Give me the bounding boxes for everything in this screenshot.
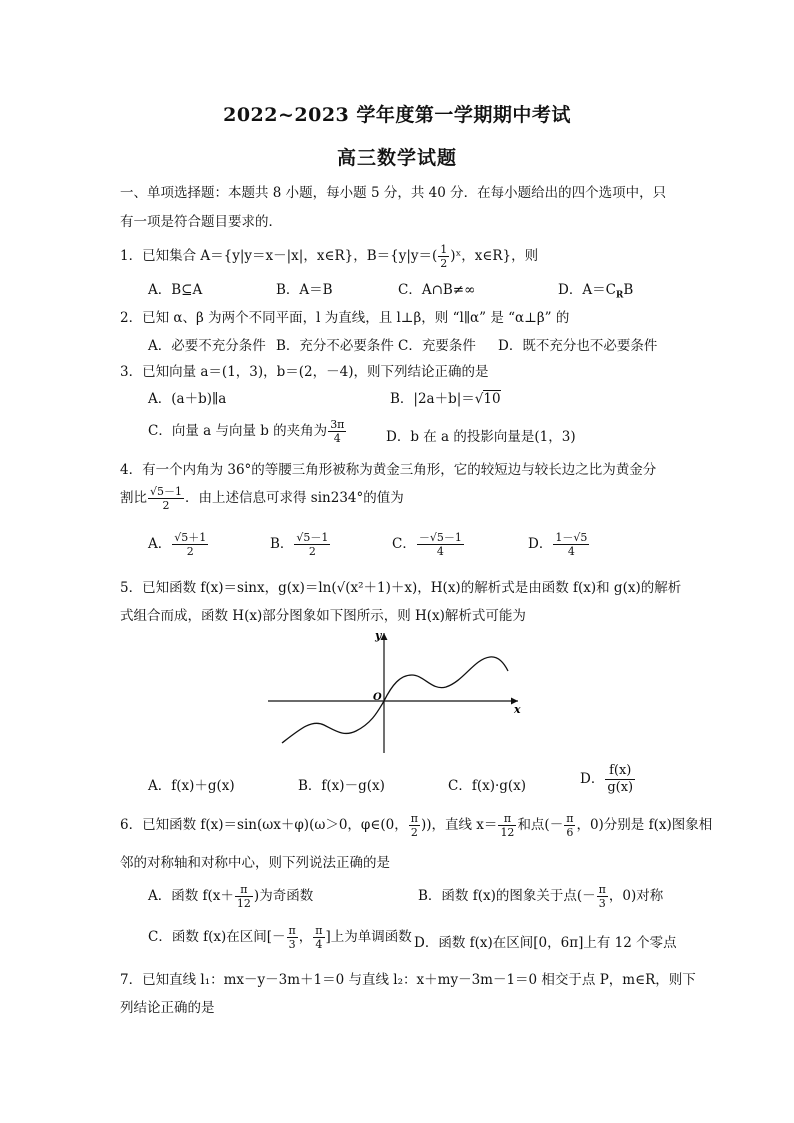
q3-option-c: C．向量 a 与向量 b 的夹角为 $\frac{3\pi}{4}$ xyxy=(148,418,345,445)
q2-stem: 2．已知 α、β 为两个不同平面，l 为直线，且 l⊥β，则 “l∥α” 是 “α⊥β” 的 xyxy=(120,310,570,326)
q6-line2: 邻的对称轴和对称中心，则下列说法正确的是 xyxy=(120,855,390,871)
q5-option-b: B．f(x)－g(x) xyxy=(298,778,385,794)
q1-option-c: C．A∩B≠∞ xyxy=(398,282,476,298)
function-curve xyxy=(282,657,508,743)
section-header-line1: 一、单项选择题：本题共 8 小题，每小题 5 分，共 40 分．在每小题给出的四个选项中，只 xyxy=(120,185,667,201)
exam-title: 2022~2023 学年度第一学期期中考试 xyxy=(223,104,571,126)
q1-option-d: D．$A=C_RB$ xyxy=(558,282,634,301)
q4-option-d: D． $\frac{1-√5}{4}$ xyxy=(528,531,588,558)
x-axis-label: x xyxy=(514,703,521,716)
q3-option-b: B．|2a＋b|＝√10 xyxy=(390,391,501,407)
section-header-line2: 有一项是符合题目要求的． xyxy=(120,214,282,230)
q5-option-d: D． $\frac{f(x)}{g(x)}$ xyxy=(580,763,634,795)
y-axis-label: y xyxy=(375,629,382,642)
q5-option-c: C．f(x)·g(x) xyxy=(448,778,527,794)
q2-option-a: A．必要不充分条件 xyxy=(148,338,266,354)
q6-option-c: C．函数 f(x)在区间[－ $\frac{\pi}{3}$ ， $\frac{\pi}{4}$ ]上为单调函数 xyxy=(148,924,412,951)
q1-option-b: B．A＝B xyxy=(276,282,333,298)
q4-line2: 割比 $\frac{√5-1}{2}$ ．由上述信息可求得 sin234°的值为 xyxy=(120,485,404,512)
q3-stem: 3．已知向量 a＝(1，3)，b＝(2，－4)，则下列结论正确的是 xyxy=(120,364,489,380)
origin-label: O xyxy=(373,692,382,703)
exam-subtitle: 高三数学试题 xyxy=(336,147,457,169)
q5-line2: 式组合而成，函数 H(x)部分图象如下图所示，则 H(x)解析式可能为 xyxy=(120,608,526,624)
q5-function-graph xyxy=(260,625,530,760)
q3-option-a: A．(a＋b)∥a xyxy=(148,391,227,407)
q1-option-a: A．B⊆A xyxy=(148,282,203,298)
q2-option-c: C．充要条件 xyxy=(398,338,476,354)
q4-option-b: B． $\frac{√5-1}{2}$ xyxy=(270,531,329,558)
q5-line1: 5．已知函数 f(x)＝sinx，g(x)＝ln(√(x²＋1)＋x)，H(x)的解析式是由函数 f(x)和 g(x)的解析 xyxy=(120,580,682,596)
q6-line1: 6．已知函数 f(x)＝sin(ωx＋φ)(ω＞0，φ∈(0， $\frac{\pi}{2}$ ))，直线 x＝ $\frac{\pi}{12}$ 和点(－ $\frac{\pi}{6}$ ，0)分别是 f(x)图象相 xyxy=(120,812,713,839)
q4-line1: 4．有一个内角为 36°的等腰三角形被称为黄金三角形，它的较短边与较长边之比为黄金分 xyxy=(120,462,657,478)
q4-option-c: C． $\frac{-√5-1}{4}$ xyxy=(392,531,462,558)
q3-option-d: D．b 在 a 的投影向量是(1，3) xyxy=(386,429,576,445)
q2-option-d: D．既不充分也不必要条件 xyxy=(498,338,658,354)
q6-option-d: D．函数 f(x)在区间[0，6π]上有 12 个零点 xyxy=(414,935,677,951)
q4-option-a: A． $\frac{√5+1}{2}$ xyxy=(148,531,207,558)
q7-line2: 列结论正确的是 xyxy=(120,1000,215,1016)
q5-option-a: A．f(x)＋g(x) xyxy=(148,778,235,794)
q7-line1: 7．已知直线 l₁：mx－y－3m＋1＝0 与直线 l₂：x＋my－3m－1＝0 相交于点 P，m∈R，则下 xyxy=(120,972,696,988)
q6-option-b: B．函数 f(x)的图象关于点(－ $\frac{\pi}{3}$ ，0)对称 xyxy=(418,883,664,910)
q6-option-a: A．函数 f(x＋ $\frac{\pi}{12}$ )为奇函数 xyxy=(148,883,314,910)
q2-option-b: B．充分不必要条件 xyxy=(276,338,394,354)
q1-stem: 1．已知集合 A＝{y|y＝x－|x|，x∈R}，B＝{y|y＝( $\frac{1}{2}$ )ˣ，x∈R}，则 xyxy=(120,243,539,270)
